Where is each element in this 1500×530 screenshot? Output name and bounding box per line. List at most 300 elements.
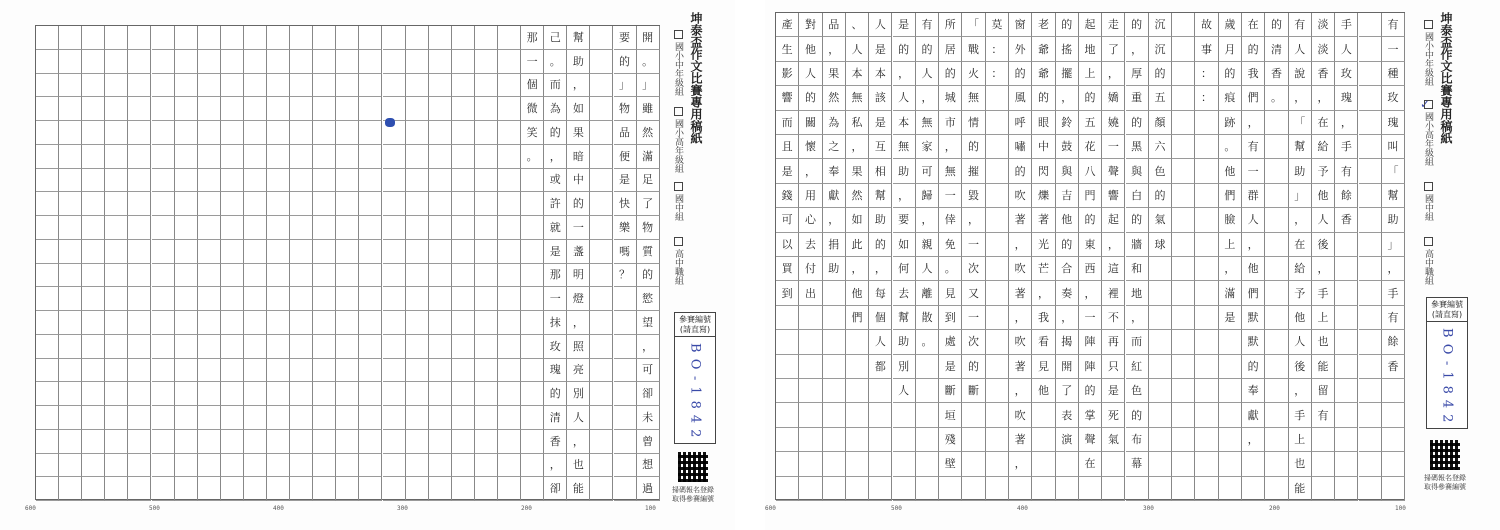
grid-cell [313, 50, 336, 74]
grid-cell [82, 454, 105, 478]
writing-grid-left [35, 25, 660, 500]
grid-cell [313, 406, 336, 430]
grid-cell [1359, 355, 1382, 379]
grid-cell: 裡 [1102, 281, 1125, 305]
grid-cell [290, 50, 313, 74]
grid-cell: 他 [1032, 379, 1055, 403]
grid-cell: 走 [1102, 13, 1125, 37]
grid-cell [244, 121, 267, 145]
grid-cell [359, 430, 382, 454]
grid-cell [452, 406, 475, 430]
grid-cell [336, 454, 359, 478]
grid-cell [198, 145, 221, 169]
grid-cell [475, 406, 498, 430]
grid-cell [1149, 379, 1172, 403]
grid-cell: 奉 [1242, 379, 1265, 403]
grid-cell: 心 [799, 208, 822, 232]
grid-cell: 與 [1126, 159, 1149, 183]
grid-cell [82, 359, 105, 383]
grid-cell: ， [869, 257, 892, 281]
grid-cell [383, 26, 406, 50]
grid-cell [893, 403, 916, 427]
grid-cell: 助 [1289, 159, 1312, 183]
grid-cell [290, 26, 313, 50]
category-option[interactable]: 國小高年級組 [1422, 100, 1435, 166]
grid-cell: 付 [799, 257, 822, 281]
grid-cell [175, 240, 198, 264]
grid-cell: 別 [567, 382, 590, 406]
grid-cell [1265, 306, 1288, 330]
grid-cell: 後 [1289, 355, 1312, 379]
grid-cell [59, 406, 82, 430]
grid-cell: 他 [846, 281, 869, 305]
grid-cell [916, 403, 939, 427]
grid-cell: 見 [1032, 355, 1055, 379]
grid-cell: 地 [1079, 37, 1102, 61]
grid-cell: 餘 [1335, 184, 1358, 208]
grid-cell: 厚 [1126, 62, 1149, 86]
grid-cell [152, 454, 175, 478]
grid-cell: 痕 [1219, 86, 1242, 110]
grid-cell [383, 406, 406, 430]
grid-cell: 吉 [1056, 184, 1079, 208]
grid-cell: 生 [776, 37, 799, 61]
grid-cell [267, 454, 290, 478]
sidebar-left [670, 12, 740, 512]
grid-cell: 果 [823, 62, 846, 86]
grid-cell: 上 [1079, 62, 1102, 86]
grid-cell [452, 287, 475, 311]
grid-cell [429, 192, 452, 216]
grid-cell [336, 311, 359, 335]
grid-cell: 過 [637, 477, 660, 501]
grid-cell [452, 74, 475, 98]
grid-cell [198, 169, 221, 193]
grid-cell: ， [1056, 306, 1079, 330]
grid-cell [36, 169, 59, 193]
qr-code-icon[interactable] [678, 452, 708, 482]
grid-cell [82, 121, 105, 145]
grid-cell [1219, 428, 1242, 452]
grid-cell [1149, 452, 1172, 476]
grid-cell [267, 216, 290, 240]
ruler-mark: 400 [273, 505, 284, 512]
grid-cell [1219, 379, 1242, 403]
grid-cell: 沉 [1149, 13, 1172, 37]
grid-cell [429, 145, 452, 169]
grid-cell [36, 216, 59, 240]
grid-cell: 此 [846, 233, 869, 257]
grid-cell: 響 [1102, 184, 1125, 208]
grid-cell [359, 311, 382, 335]
grid-cell: 著 [1009, 428, 1032, 452]
grid-cell: 捐 [823, 233, 846, 257]
grid-cell [429, 311, 452, 335]
grid-cell [799, 477, 822, 501]
grid-cell: 香 [1382, 355, 1405, 379]
grid-cell [1265, 208, 1288, 232]
grid-cell: 而 [1126, 330, 1149, 354]
grid-cell: 鼓 [1056, 135, 1079, 159]
grid-cell: 色 [1126, 379, 1149, 403]
grid-cell [82, 406, 105, 430]
grid-cell: 是 [939, 355, 962, 379]
grid-cell [152, 359, 175, 383]
grid-cell [198, 287, 221, 311]
grid-cell [452, 169, 475, 193]
grid-cell: 歲 [1219, 13, 1242, 37]
grid-cell [221, 97, 244, 121]
category-option[interactable]: 國小中年級組 [1422, 20, 1435, 86]
grid-cell [962, 428, 985, 452]
grid-cell [1172, 62, 1195, 86]
grid-cell: 八 [1079, 159, 1102, 183]
grid-cell [1219, 355, 1242, 379]
grid-cell [221, 406, 244, 430]
grid-cell [614, 477, 637, 501]
grid-cell [82, 287, 105, 311]
grid-cell [313, 287, 336, 311]
grid-cell [59, 382, 82, 406]
grid-cell [82, 192, 105, 216]
grid-cell [36, 287, 59, 311]
category-option[interactable]: 國中組 [1422, 182, 1435, 221]
grid-cell: 物 [614, 97, 637, 121]
grid-cell [475, 477, 498, 501]
grid-cell [986, 208, 1009, 232]
grid-cell [614, 406, 637, 430]
grid-cell [406, 240, 429, 264]
grid-cell: 情 [962, 111, 985, 135]
grid-cell: 的 [1126, 403, 1149, 427]
grid-cell [846, 379, 869, 403]
grid-cell [290, 454, 313, 478]
grid-cell [498, 359, 521, 383]
grid-cell [36, 477, 59, 501]
grid-cell: 垣 [939, 403, 962, 427]
grid-cell [776, 428, 799, 452]
grid-cell: 懷 [799, 135, 822, 159]
grid-cell [986, 330, 1009, 354]
grid-cell: ， [544, 454, 567, 478]
grid-cell [1195, 403, 1218, 427]
grid-cell [359, 97, 382, 121]
grid-cell [1172, 281, 1195, 305]
grid-cell [406, 311, 429, 335]
grid-cell [1149, 403, 1172, 427]
grid-cell [1079, 477, 1102, 501]
qr-caption: 掃碼報名登錄 取得參賽編號 [672, 486, 714, 504]
grid-cell [1172, 477, 1195, 501]
grid-cell [244, 264, 267, 288]
grid-cell [776, 330, 799, 354]
grid-cell: 助 [869, 208, 892, 232]
grid-cell [1359, 330, 1382, 354]
category-option[interactable]: 國小高年級組 [672, 107, 685, 173]
entry-id-box [1426, 297, 1468, 429]
grid-cell: 的 [962, 355, 985, 379]
grid-cell: 如 [846, 208, 869, 232]
grid-cell [336, 382, 359, 406]
grid-cell: 門 [1079, 184, 1102, 208]
category-option[interactable]: 高中職組 [672, 237, 685, 285]
grid-cell [1312, 428, 1335, 452]
grid-cell [590, 74, 613, 98]
grid-cell [452, 264, 475, 288]
grid-cell [1195, 281, 1218, 305]
grid-cell [429, 430, 452, 454]
grid-cell: 有 [916, 13, 939, 37]
category-option[interactable]: 高中職組 [1422, 237, 1435, 285]
grid-cell: ， [567, 74, 590, 98]
grid-cell [1195, 379, 1218, 403]
grid-cell: 的 [869, 233, 892, 257]
grid-cell [1265, 111, 1288, 135]
grid-cell [475, 382, 498, 406]
grid-cell [152, 97, 175, 121]
grid-cell [1359, 257, 1382, 281]
grid-cell [406, 264, 429, 288]
grid-cell [36, 406, 59, 430]
grid-cell [1359, 428, 1382, 452]
grid-cell [105, 311, 128, 335]
grid-cell: 搖 [1056, 37, 1079, 61]
grid-cell: 著 [1009, 355, 1032, 379]
grid-cell: ， [1289, 379, 1312, 403]
grid-cell: 盞 [567, 240, 590, 264]
grid-cell [475, 430, 498, 454]
grid-cell: 玫 [544, 335, 567, 359]
grid-cell [799, 355, 822, 379]
grid-cell: ， [846, 257, 869, 281]
grid-cell [1195, 208, 1218, 232]
grid-cell: 然 [637, 121, 660, 145]
grid-cell: 的 [1056, 233, 1079, 257]
grid-cell [846, 330, 869, 354]
grid-cell [406, 26, 429, 50]
grid-cell: 一 [939, 184, 962, 208]
grid-cell [452, 430, 475, 454]
grid-cell: 人 [916, 257, 939, 281]
grid-cell: 可 [916, 159, 939, 183]
grid-cell [336, 169, 359, 193]
grid-cell [1172, 37, 1195, 61]
grid-cell [1056, 477, 1079, 501]
grid-cell: 人 [1289, 37, 1312, 61]
grid-cell: 一 [1102, 135, 1125, 159]
grid-cell: 西 [1079, 257, 1102, 281]
grid-cell: 火 [962, 62, 985, 86]
grid-cell [590, 430, 613, 454]
grid-cell [59, 311, 82, 335]
grid-cell: 抹 [544, 311, 567, 335]
grid-cell [359, 359, 382, 383]
grid-cell [313, 169, 336, 193]
grid-cell: 他 [1289, 306, 1312, 330]
grid-cell [429, 406, 452, 430]
grid-cell [1265, 257, 1288, 281]
grid-cell [313, 430, 336, 454]
grid-cell [614, 454, 637, 478]
category-option[interactable]: 國中組 [672, 182, 685, 221]
grid-cell [1149, 355, 1172, 379]
grid-cell [59, 216, 82, 240]
grid-cell [521, 169, 544, 193]
grid-cell: 快 [614, 192, 637, 216]
grid-cell [452, 335, 475, 359]
grid-cell [429, 240, 452, 264]
grid-cell: 無 [939, 159, 962, 183]
grid-cell [452, 240, 475, 264]
grid-cell [1242, 477, 1265, 501]
grid-cell [1172, 403, 1195, 427]
grid-cell: 的 [567, 192, 590, 216]
grid-cell [59, 26, 82, 50]
grid-cell: 球 [1149, 233, 1172, 257]
grid-cell: 一 [1242, 159, 1265, 183]
grid-cell [1195, 452, 1218, 476]
qr-code-icon[interactable] [1430, 440, 1460, 470]
grid-cell [521, 192, 544, 216]
grid-cell [290, 430, 313, 454]
grid-cell: 的 [1242, 37, 1265, 61]
grid-cell: 上 [1289, 428, 1312, 452]
grid-cell: 為 [823, 111, 846, 135]
grid-cell [152, 382, 175, 406]
grid-cell: 果 [567, 121, 590, 145]
grid-cell [1195, 159, 1218, 183]
grid-cell: 何 [893, 257, 916, 281]
grid-cell [1359, 306, 1382, 330]
grid-cell: 關 [799, 111, 822, 135]
grid-cell: 我 [1032, 306, 1055, 330]
grid-cell [498, 145, 521, 169]
grid-cell: 月 [1219, 37, 1242, 61]
grid-cell [498, 454, 521, 478]
grid-cell: 獻 [1242, 403, 1265, 427]
grid-cell [313, 26, 336, 50]
grid-cell [452, 477, 475, 501]
grid-cell [1265, 355, 1288, 379]
grid-cell: 演 [1056, 428, 1079, 452]
grid-cell [1242, 452, 1265, 476]
grid-cell [105, 335, 128, 359]
grid-cell: ， [567, 430, 590, 454]
grid-cell [498, 97, 521, 121]
grid-cell [383, 264, 406, 288]
grid-cell: 爺 [1032, 37, 1055, 61]
grid-cell [221, 216, 244, 240]
grid-cell: 暗 [567, 145, 590, 169]
grid-cell: ： [986, 37, 1009, 61]
grid-cell [244, 287, 267, 311]
grid-cell [36, 192, 59, 216]
grid-cell: 我 [1242, 62, 1265, 86]
grid-cell [267, 169, 290, 193]
grid-cell: 手 [1335, 135, 1358, 159]
grid-cell [383, 477, 406, 501]
grid-cell [267, 335, 290, 359]
grid-cell [1172, 257, 1195, 281]
grid-cell [128, 121, 151, 145]
grid-cell: 淡 [1312, 37, 1335, 61]
grid-cell [498, 216, 521, 240]
grid-cell [105, 97, 128, 121]
grid-cell [267, 74, 290, 98]
entry-id-box [674, 312, 716, 444]
grid-cell [221, 359, 244, 383]
grid-cell [986, 452, 1009, 476]
grid-cell [1032, 452, 1055, 476]
grid-cell: 的 [939, 62, 962, 86]
grid-cell: 物 [637, 216, 660, 240]
grid-cell: ， [1102, 62, 1125, 86]
grid-cell [128, 264, 151, 288]
grid-cell [313, 359, 336, 383]
grid-cell [823, 379, 846, 403]
grid-cell: 有 [1335, 159, 1358, 183]
grid-cell [152, 311, 175, 335]
grid-cell [475, 145, 498, 169]
category-option[interactable]: 國小中年級組 [672, 30, 685, 96]
grid-cell [313, 74, 336, 98]
grid-cell: 人 [567, 406, 590, 430]
grid-cell [59, 145, 82, 169]
grid-cell [986, 159, 1009, 183]
grid-cell [290, 477, 313, 501]
grid-cell: 去 [799, 233, 822, 257]
grid-cell: 且 [776, 135, 799, 159]
grid-cell [1382, 379, 1405, 403]
grid-cell: 人 [869, 330, 892, 354]
grid-cell [175, 359, 198, 383]
grid-cell [475, 359, 498, 383]
grid-cell [175, 430, 198, 454]
grid-cell: ， [962, 208, 985, 232]
grid-cell [244, 169, 267, 193]
grid-cell [429, 454, 452, 478]
grid-cell [267, 382, 290, 406]
grid-cell [1219, 330, 1242, 354]
grid-cell [128, 145, 151, 169]
grid-cell: 了 [637, 192, 660, 216]
grid-cell: 的 [614, 50, 637, 74]
grid-cell: 淡 [1312, 13, 1335, 37]
grid-cell [916, 428, 939, 452]
grid-cell [498, 477, 521, 501]
grid-cell [1359, 62, 1382, 86]
grid-cell [267, 145, 290, 169]
grid-cell [475, 287, 498, 311]
grid-cell [290, 335, 313, 359]
grid-cell [429, 169, 452, 193]
grid-cell: 助 [823, 257, 846, 281]
grid-cell [452, 26, 475, 50]
grid-cell: ： [1195, 86, 1218, 110]
grid-cell [290, 145, 313, 169]
grid-cell [498, 311, 521, 335]
grid-cell: 鈴 [1056, 111, 1079, 135]
grid-cell [313, 477, 336, 501]
grid-cell [1265, 330, 1288, 354]
grid-cell [313, 335, 336, 359]
grid-cell [986, 233, 1009, 257]
grid-cell: 人 [1312, 208, 1335, 232]
grid-cell [614, 287, 637, 311]
grid-cell [429, 264, 452, 288]
grid-cell: 的 [1126, 111, 1149, 135]
grid-cell [290, 311, 313, 335]
